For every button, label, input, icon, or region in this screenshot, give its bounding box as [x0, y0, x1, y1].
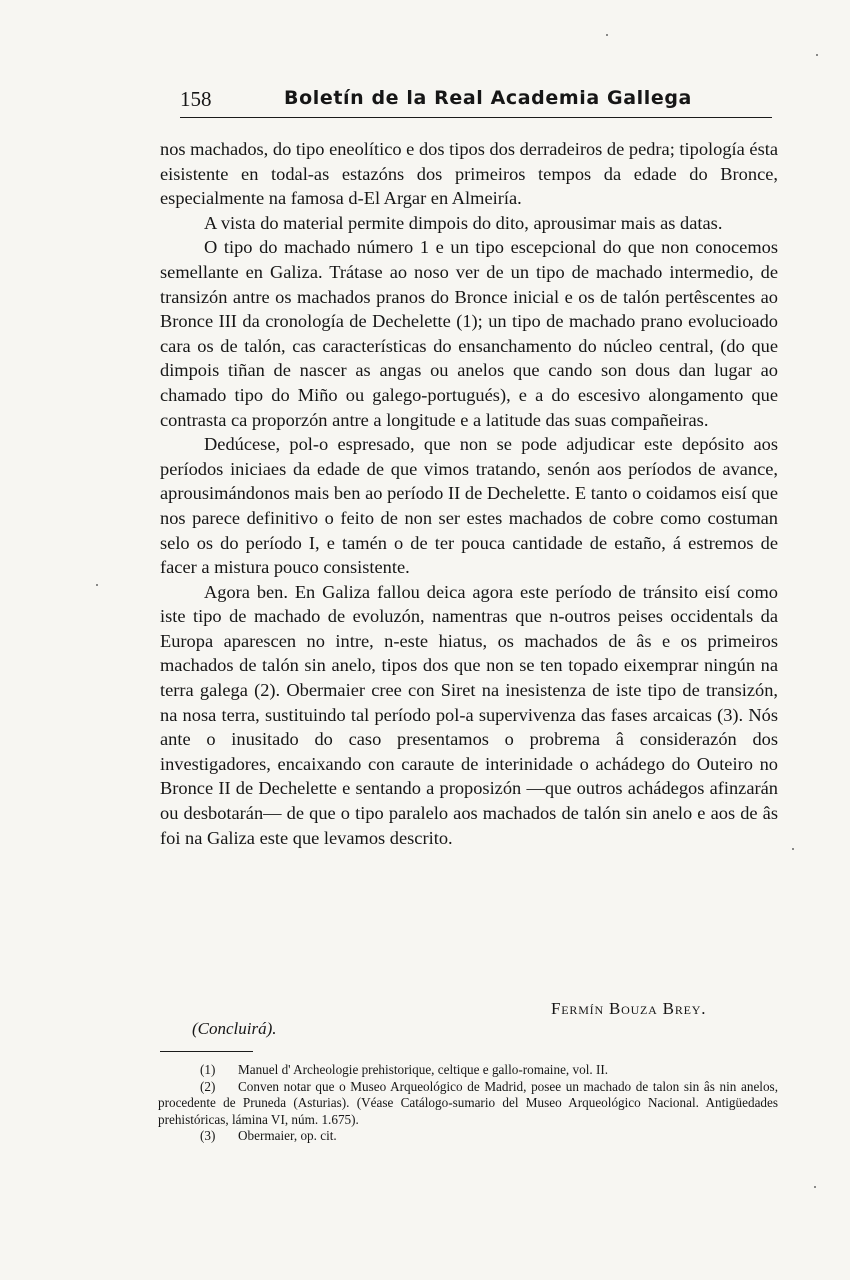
footnote-mark: (1) [200, 1062, 216, 1077]
footnote-mark: (3) [200, 1128, 216, 1143]
paragraph: nos machados, do tipo eneolítico e dos tipos dos derradeiros de pedra; tipología ésta eisistente en todal-as estazóns dos primeiros tempos da edade do Bronce, especialmente na famosa d-El Argar en Almeiría. [160, 139, 778, 209]
page-header [180, 87, 772, 118]
paper-speck [816, 54, 818, 56]
paper-speck [606, 34, 608, 36]
paragraph: O tipo do machado número 1 e un tipo escepcional do que non conocemos semellante en Galiza. Trátase ao noso ver de un tipo de machado intermedio, de transizón antre os machados pranos do Bronce inicial e os de talón pertêscentes ao Bronce III da cronología de Dechelette (1); un tipo de machado prano evolucioado cara os de talón, cas características do ensanchamento do núcleo central, (do que dimpois tiñan de nascer as angas ou anelos que cando son dous dan lugar ao chamado tipo do Miño ou galego-portugués), e a do escesivo alongamento que contrasta ca proporzón antre a longitude e a latitude das suas compañeiras. [160, 237, 778, 430]
paragraph: Agora ben. En Galiza fallou deica agora este período de tránsito eisí como iste tipo de machado de evoluzón, namentras que n-outros peises occidentals da Europa aparescen no intre, n-este hiatus, os machados de âs e os primeiros machados de talón sin anelo, tipos dos que non se ten topado eixemprar ningún na terra galega (2). Obermaier cree con Siret na inesistenza de iste tipo de transizón, na nosa terra, sustituindo tal período pol-a supervivenza das fases arcaicas (3). Nós ante o inusitado do caso presentamos o probrema â considerazón dos investigadores, encaixando con caraute de interinidade o achádego do Outeiro no Bronce II de Dechelette e sentando a proposizón —que outros achádegos afinzarán ou desbotarán— de que o tipo paralelo aos machados de talón sin anelo e aos de âs foi na Galiza este que levamos descrito. [160, 581, 778, 848]
paper-speck [96, 584, 98, 586]
paper-speck [814, 1186, 816, 1188]
page-number: 158 [180, 87, 212, 111]
body-text [160, 137, 778, 850]
footnote [158, 1128, 778, 1145]
footnote-text: Obermaier, op. cit. [238, 1128, 337, 1143]
footnotes [158, 1062, 778, 1145]
footnote-text: Manuel d' Archeologie prehistorique, celtique e gallo-romaine, vol. II. [238, 1062, 609, 1077]
author-signature: Fermín Bouza Brey. [551, 999, 707, 1018]
footnote-text: Conven notar que o Museo Arqueológico de Madrid, posee un machado de talon sin âs nin anelos, procedente de Pruneda (Asturias). (Véase Catálogo-sumario del Museo Arqueológico Nacional. Antigüedades prehistóricas, lámina VI, núm. 1.675). [158, 1078, 778, 1127]
continuation-note: (Concluirá). [192, 1019, 277, 1038]
paragraph: Dedúcese, pol-o espresado, que non se pode adjudicar este depósito aos períodos iniciaes da edade de que vimos tratando, senón aos períodos de avance, aprousimándonos mais ben ao período II de Dechelette. E tanto o coidamos eisí que nos parece definitivo o feito de non ser estes machados de cobre como costuman selo os do período I, e tamén o de ter pouca cantidade de estaño, á estremos de facer a mistura pouco consistente. [160, 434, 778, 578]
paragraph: A vista do material permite dimpois do dito, aprousimar mais as datas. [204, 212, 723, 233]
paper-speck [792, 848, 794, 850]
running-title: Boletín de la Real Academia Gallega [284, 87, 692, 109]
footnote-divider [160, 1051, 253, 1052]
footnote [158, 1062, 778, 1079]
footnote [158, 1079, 778, 1129]
footnote-mark: (2) [200, 1078, 216, 1094]
